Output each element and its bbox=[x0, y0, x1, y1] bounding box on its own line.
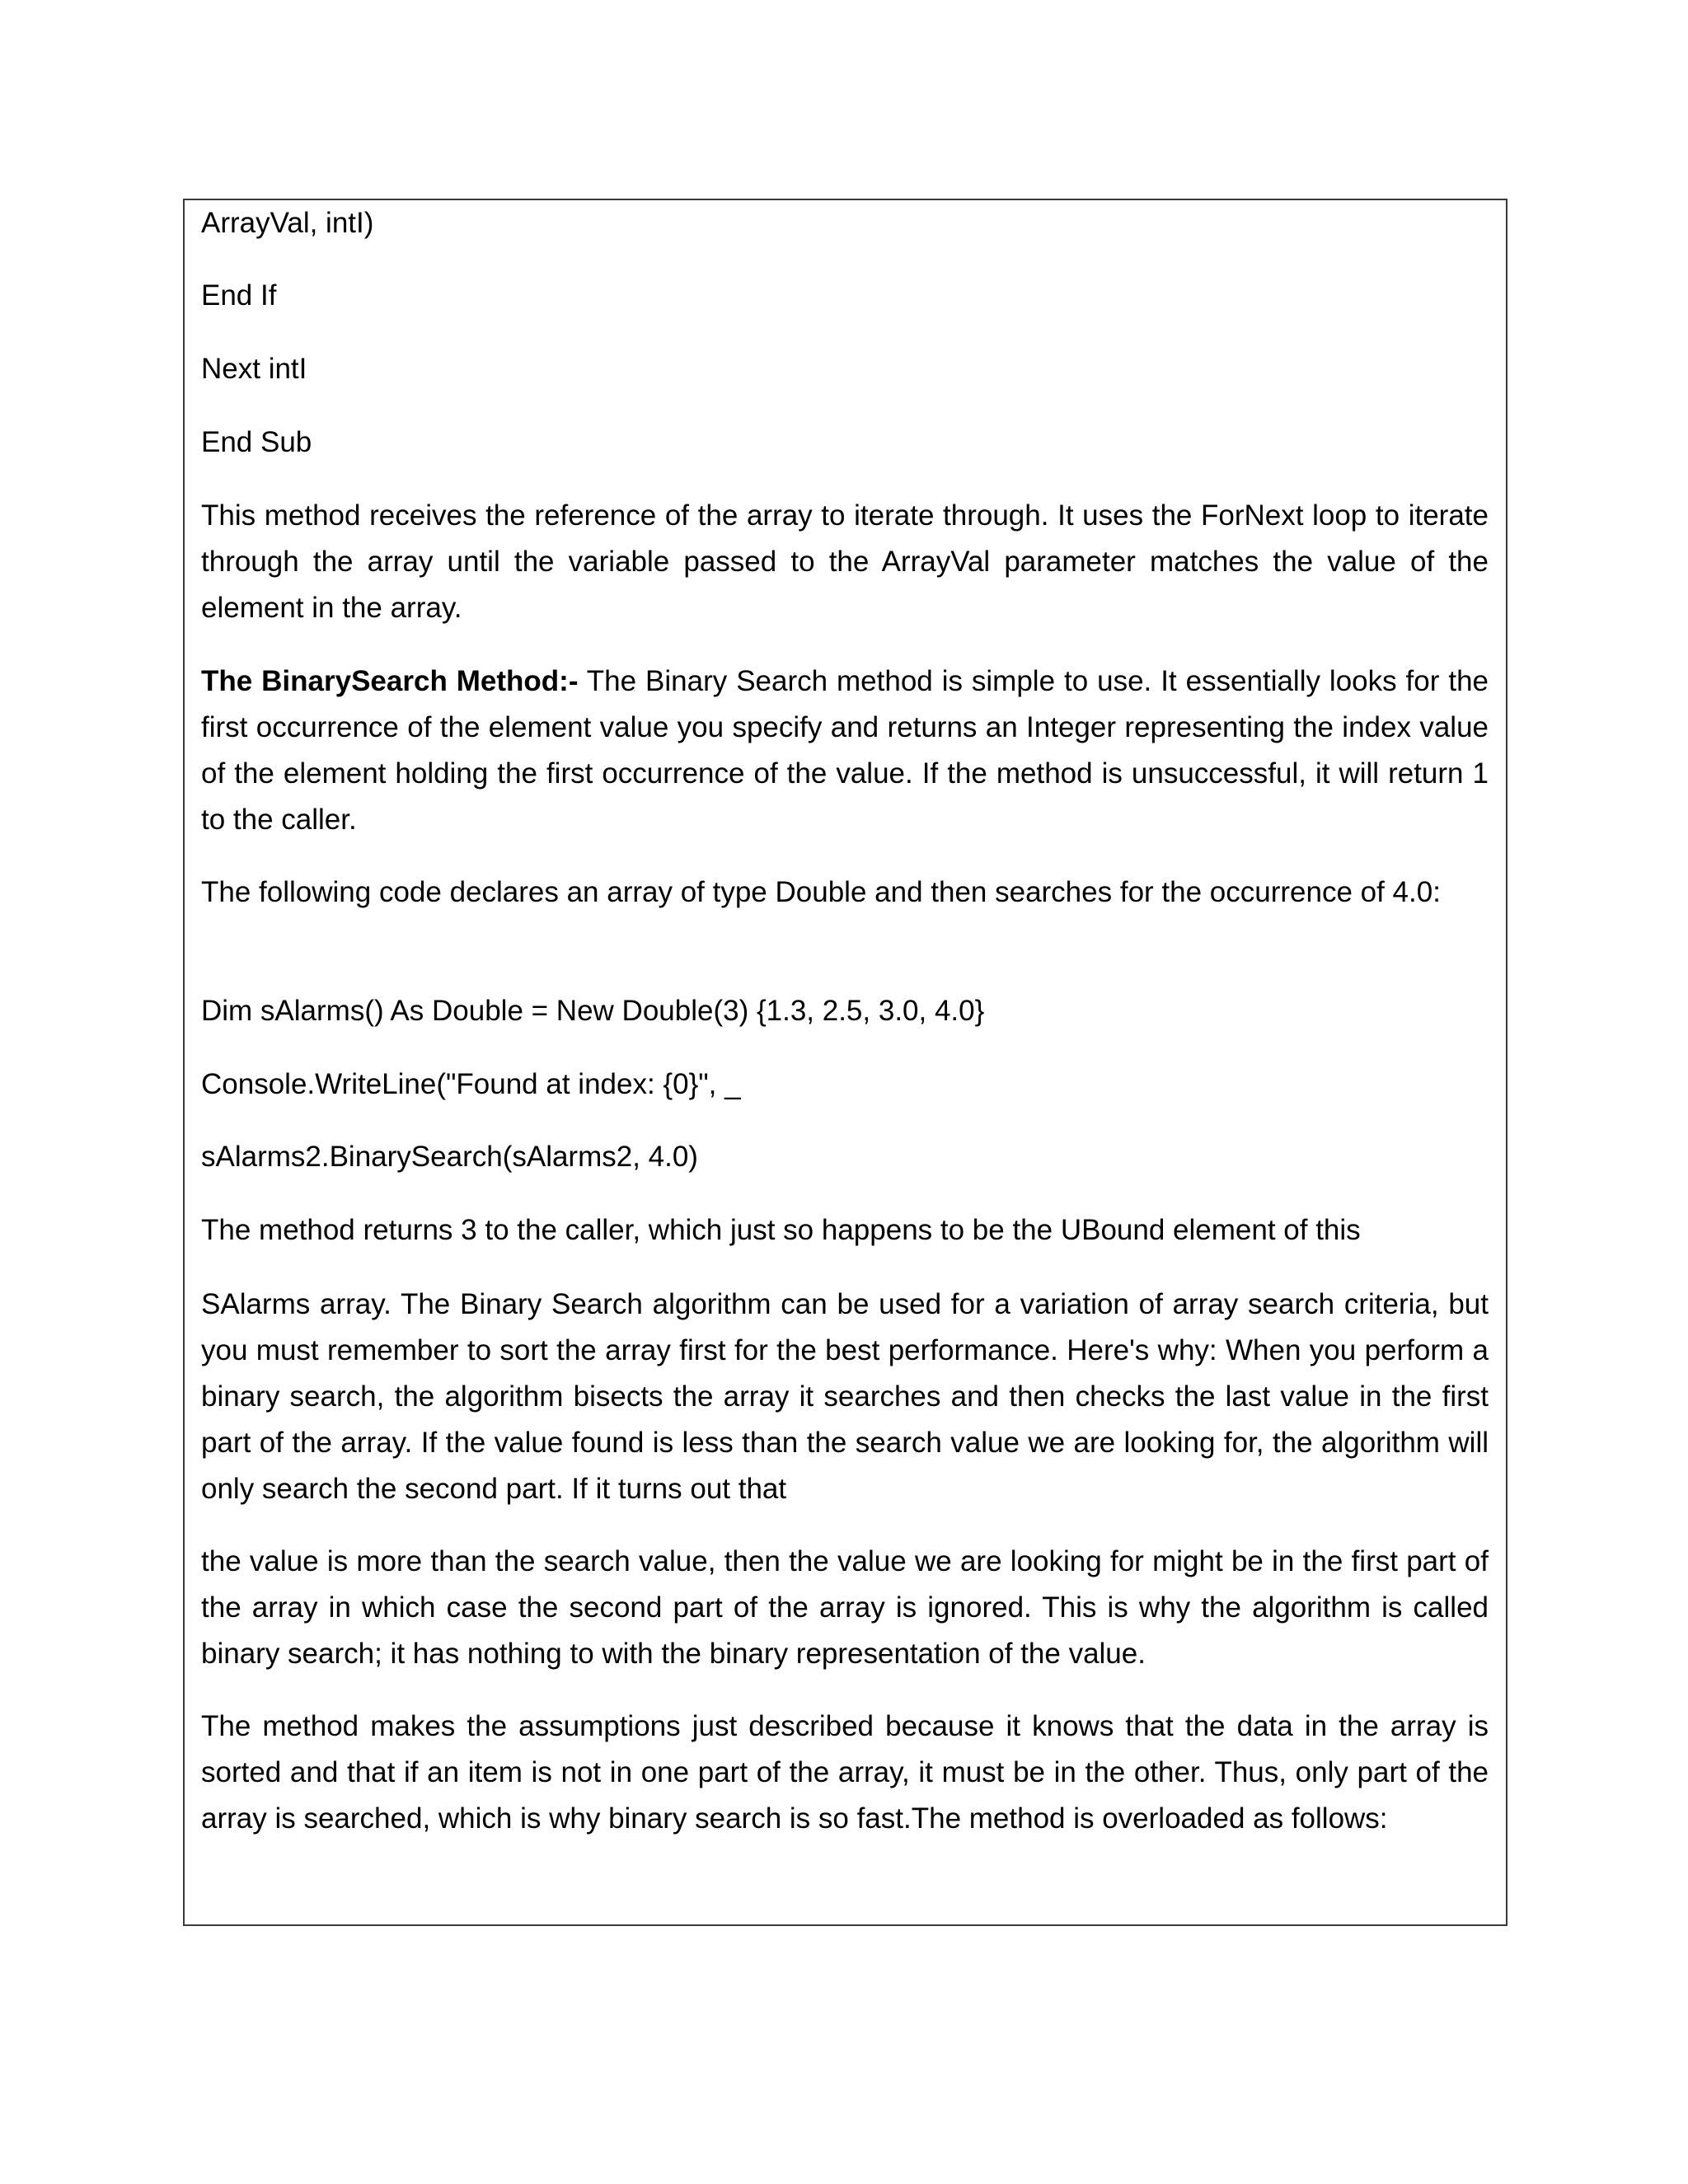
code-line: ArrayVal, intI) bbox=[201, 207, 374, 239]
code-line: Dim sAlarms() As Double = New Double(3) {1.3, 2.5, 3.0, 4.0} bbox=[201, 995, 985, 1027]
paragraph-assumptions: The method makes the assumptions just described because it knows that the data in the array is sorted and that if an item is not in one part of the array, it must be in the other. Thus, only part of the array is searched, which is why binary search is so fast.The method is overloaded as follows: bbox=[201, 1710, 1489, 1835]
paragraph-salarms: SAlarms array. The Binary Search algorithm can be used for a variation of array search criteria, but you must remember to sort the array first for the best performance. Here's why: When you perform a binary search, the algorithm bisects the array it searches and then checks the last value in the first part of the array. If the value found is less than the search value we are looking for, the algorithm will only search the second part. If it turns out that bbox=[201, 1288, 1489, 1505]
code-line: Next intI bbox=[201, 353, 307, 385]
paragraph-returns: The method returns 3 to the caller, which just so happens to be the UBound element of this bbox=[201, 1214, 1361, 1246]
paragraph-following-code: The following code declares an array of type Double and then searches for the occurrence of 4.0: bbox=[201, 876, 1441, 908]
code-line: End Sub bbox=[201, 426, 312, 458]
paragraph-binarysearch bbox=[201, 658, 1489, 843]
binarysearch-heading: The BinarySearch Method:- bbox=[201, 665, 579, 697]
code-line: sAlarms2.BinarySearch(sAlarms2, 4.0) bbox=[201, 1141, 698, 1173]
paragraph-method-receives: This method receives the reference of the array to iterate through. It uses the ForNext loop to iterate through the array until the variable passed to the ArrayVal parameter matches the value of the element in the array. bbox=[201, 499, 1489, 624]
binarysearch-description: The Binary Search method is simple to use. It essentially looks for the first occurrence of the element value you specify and returns an Integer representing the index value of the element holding the first occurrence of the value. If the method is unsuccessful, it will return 1 to the caller. bbox=[201, 665, 1489, 836]
code-line: Console.WriteLine("Found at index: {0}", _ bbox=[201, 1068, 741, 1100]
code-line: End If bbox=[201, 279, 277, 312]
document-frame bbox=[183, 199, 1507, 1926]
paragraph-value-more: the value is more than the search value, then the value we are looking for might be in the first part of the array in which case the second part of the array is ignored. This is why the algorithm is called binary search; it has nothing to with the binary representation of the value. bbox=[201, 1545, 1489, 1670]
